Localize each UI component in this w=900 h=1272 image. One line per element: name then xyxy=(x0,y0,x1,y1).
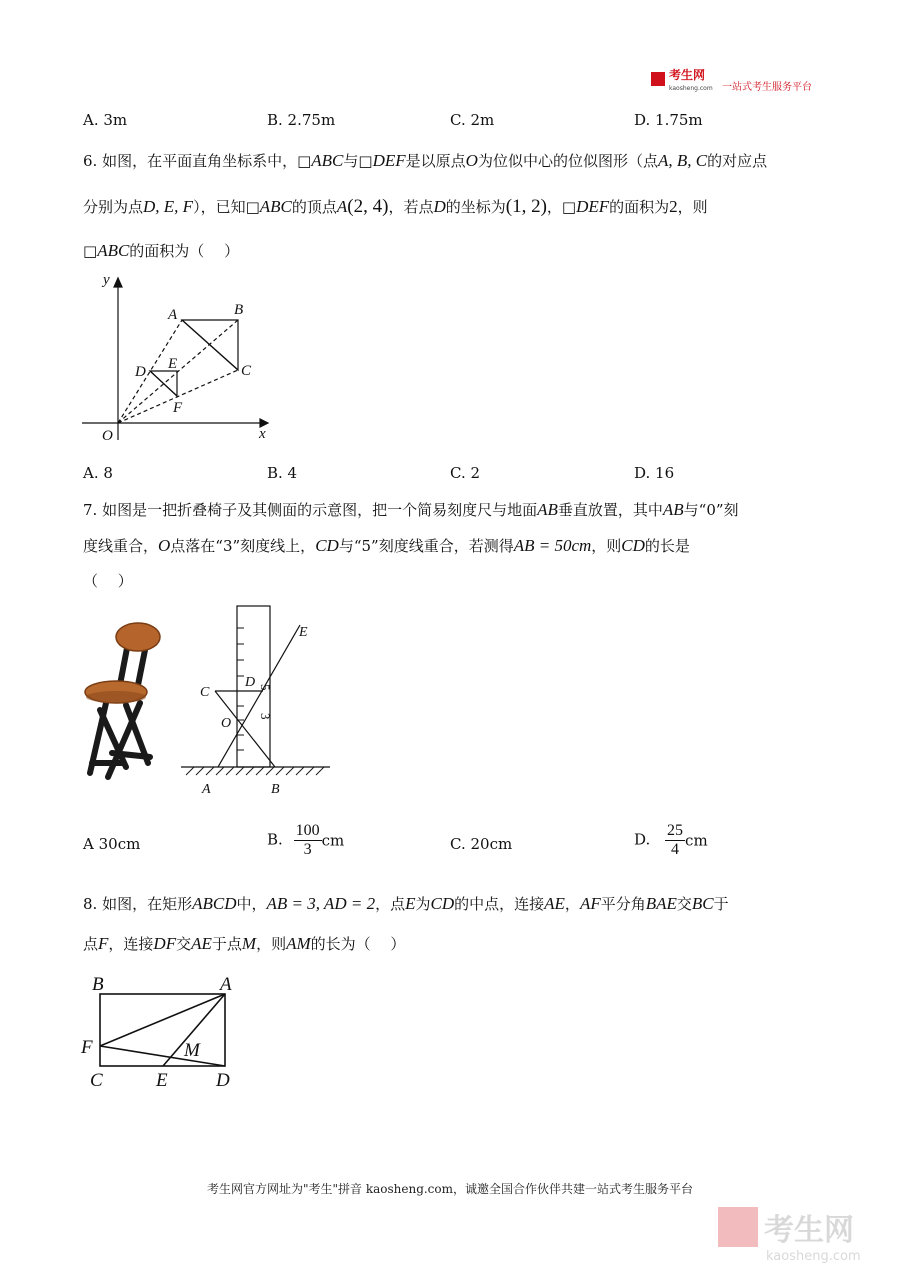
fraction-numerator: 100 xyxy=(295,822,320,839)
chair-backrest xyxy=(116,623,160,651)
q7-option-b xyxy=(267,822,344,859)
chair-illustration xyxy=(78,615,173,785)
q8-math: E xyxy=(405,894,416,913)
q6-text: ），已知 xyxy=(193,198,246,216)
watermark-name: 考生网 xyxy=(764,1213,854,1248)
q6-text: 的对应点 xyxy=(707,152,768,170)
label-c: C xyxy=(90,1070,103,1091)
q7-text: 与“5”刻度线重合，若测得 xyxy=(338,537,514,555)
q8-math: BC xyxy=(691,894,714,913)
q6-math: ABC xyxy=(311,151,344,170)
q5-option-b: B. 2.75m xyxy=(267,111,336,129)
q7-figure xyxy=(178,600,338,800)
q8-text: ，连接 xyxy=(108,935,154,953)
q5-option-c: C. 2m xyxy=(450,111,495,129)
q6-math: DEF xyxy=(372,151,406,170)
triangle-icon: □ xyxy=(297,152,312,170)
unit: cm xyxy=(321,831,345,850)
segment-af xyxy=(100,994,225,1046)
triangle-icon: □ xyxy=(358,152,373,170)
q8-text: 中， xyxy=(236,895,267,913)
q7-math: O xyxy=(158,536,171,555)
q6-text: 的面积为（ ） xyxy=(129,242,240,260)
q7-line-2 xyxy=(83,535,690,556)
label-e: E xyxy=(299,625,308,640)
ruler-mark-5: 5 xyxy=(258,684,273,691)
q6-option-d: D. 16 xyxy=(634,464,675,482)
q6-text: 的面积为 xyxy=(609,198,670,216)
q8-math: CD xyxy=(430,894,455,913)
q6-math: O xyxy=(465,151,478,170)
q7-text: 7. 如图是一把折叠椅子及其侧面的示意图，把一个简易刻度尺与地面 xyxy=(83,501,538,519)
q6-math: ABC xyxy=(259,197,292,216)
q8-text: 的中点，连接 xyxy=(454,895,545,913)
segment-fd xyxy=(100,1046,225,1066)
watermark-logo-icon xyxy=(718,1207,758,1247)
label-x: x xyxy=(259,426,266,442)
q6-line-3 xyxy=(83,240,239,261)
q5-option-d: D. 1.75m xyxy=(634,111,703,129)
fraction-denominator: 3 xyxy=(303,841,312,858)
q6-math: D xyxy=(433,197,446,216)
q8-math: AM xyxy=(286,934,311,953)
label-a: A xyxy=(202,782,211,797)
q7-text: 点落在“3”刻度线上， xyxy=(170,537,316,555)
q7-option-b-prefix: B. xyxy=(267,830,283,849)
q6-text: 与 xyxy=(343,152,359,170)
q6-math: DEF xyxy=(576,197,610,216)
label-c: C xyxy=(241,363,252,379)
q6-text: 分别为点 xyxy=(83,198,144,216)
q8-text: 点 xyxy=(83,935,99,953)
q6-math: (2, 4) xyxy=(347,196,389,217)
logo-sub: kaosheng.com xyxy=(669,85,713,92)
label-f: F xyxy=(81,1037,93,1058)
side-ac xyxy=(182,320,238,370)
label-a: A xyxy=(220,974,232,995)
q8-text: 8. 如图，在矩形 xyxy=(83,895,193,913)
q8-text: 于 xyxy=(713,895,729,913)
triangle-icon: □ xyxy=(83,242,98,260)
q6-math: D, E, F xyxy=(143,197,194,216)
q6-math: A, B, C xyxy=(657,151,708,170)
q6-math: (1, 2) xyxy=(505,196,547,217)
q6-text: ，若点 xyxy=(388,198,434,216)
q6-text: 6. 如图，在平面直角坐标系中， xyxy=(83,152,298,170)
ruler-mark-3: 3 xyxy=(258,713,273,720)
q6-math: A xyxy=(336,197,348,216)
q5-option-a: A. 3m xyxy=(83,111,128,129)
q8-math: M xyxy=(241,934,257,953)
label-d: D xyxy=(216,1070,230,1091)
q8-text: 交 xyxy=(676,895,692,913)
q8-math: AE xyxy=(544,894,565,913)
triangle-icon: □ xyxy=(245,198,260,216)
q7-text: 度线重合， xyxy=(83,537,159,555)
q7-option-c: C. 20cm xyxy=(450,835,513,853)
label-f: F xyxy=(173,400,183,416)
q6-option-c: C. 2 xyxy=(450,464,481,482)
q7-math: CD xyxy=(621,536,645,555)
logo-name: 考生网 xyxy=(669,68,706,82)
watermark-sub: kaosheng.com xyxy=(766,1249,861,1264)
label-d: D xyxy=(245,675,256,690)
header-slogan: 一站式考生服务平台 xyxy=(722,82,812,93)
q8-text: 交 xyxy=(176,935,192,953)
q8-text: ， xyxy=(564,895,580,913)
q7-line-1 xyxy=(83,499,739,520)
q7-option-a: A 30cm xyxy=(83,835,141,853)
watermark xyxy=(718,1205,861,1264)
q7-math: AB = 50cm xyxy=(513,536,592,555)
q7-option-d xyxy=(634,822,708,859)
logo-icon xyxy=(651,72,665,86)
q6-option-b: B. 4 xyxy=(267,464,298,482)
label-b: B xyxy=(271,782,280,797)
label-c: C xyxy=(200,685,210,700)
unit: cm xyxy=(685,831,708,850)
q8-math: AB = 3, AD = 2 xyxy=(266,894,376,913)
q7-text: 的长是 xyxy=(644,537,690,555)
q6-line-1 xyxy=(83,150,767,171)
q6-text: ， xyxy=(546,198,562,216)
fraction-numerator: 25 xyxy=(667,822,684,839)
q7-text: 垂直放置，其中 xyxy=(557,501,663,519)
q6-figure xyxy=(78,270,278,445)
q8-text: ，则 xyxy=(256,935,287,953)
header-logo xyxy=(669,69,713,95)
q8-text: 平分角 xyxy=(600,895,646,913)
q7-math: CD xyxy=(315,536,339,555)
q6-text: 的顶点 xyxy=(291,198,337,216)
q7-math: AB xyxy=(662,500,684,519)
q7-option-d-prefix: D. xyxy=(634,830,651,849)
label-a: A xyxy=(168,307,178,323)
q6-text: 为位似中心的位似图形（点 xyxy=(477,152,658,170)
q8-math: F xyxy=(98,934,109,953)
label-o: O xyxy=(102,428,113,444)
q7-line-3: （ ） xyxy=(83,572,133,590)
label-d: D xyxy=(135,364,146,380)
q6-option-a: A. 8 xyxy=(83,464,113,482)
leg-ae xyxy=(218,625,300,767)
q8-math: DF xyxy=(153,934,177,953)
y-axis-arrow xyxy=(114,278,122,287)
q8-text: 为 xyxy=(415,895,431,913)
label-b: B xyxy=(92,974,104,995)
fraction xyxy=(665,822,685,859)
q8-math: AE xyxy=(191,934,212,953)
q8-text: 的长为（ ） xyxy=(310,935,406,953)
label-b: B xyxy=(234,302,244,318)
q6-math: 2 xyxy=(669,197,678,216)
label-m: M xyxy=(184,1040,200,1061)
q8-math: AF xyxy=(579,894,601,913)
q6-line-2 xyxy=(83,196,708,218)
q8-text: 于点 xyxy=(211,935,242,953)
footer-text: 考生网官方网址为"考生"拼音 kaosheng.com，诚邀全国合作伙伴共建一站式考生服务平台 xyxy=(206,1182,694,1196)
q8-line-2 xyxy=(83,933,405,954)
q6-math: ABC xyxy=(97,241,130,260)
label-o: O xyxy=(221,716,232,731)
q8-math: BAE xyxy=(645,894,677,913)
q6-text: 的坐标为 xyxy=(445,198,506,216)
label-e: E xyxy=(156,1070,168,1091)
label-y: y xyxy=(103,272,110,288)
q8-figure xyxy=(78,970,248,1095)
q6-text: ，则 xyxy=(677,198,708,216)
q8-line-1 xyxy=(83,893,729,914)
q7-math: AB xyxy=(537,500,558,519)
q8-text: ，点 xyxy=(375,895,406,913)
q7-text: 与“0”刻 xyxy=(683,501,739,519)
label-e: E xyxy=(168,356,178,372)
triangle-icon: □ xyxy=(561,198,577,216)
fraction-denominator: 4 xyxy=(671,841,680,858)
side-df xyxy=(150,371,177,396)
q6-text: 是以原点 xyxy=(405,152,466,170)
fraction xyxy=(294,822,322,859)
q7-text: ，则 xyxy=(591,537,622,555)
q8-math: ABCD xyxy=(192,894,237,913)
ground-hatching xyxy=(186,767,324,775)
